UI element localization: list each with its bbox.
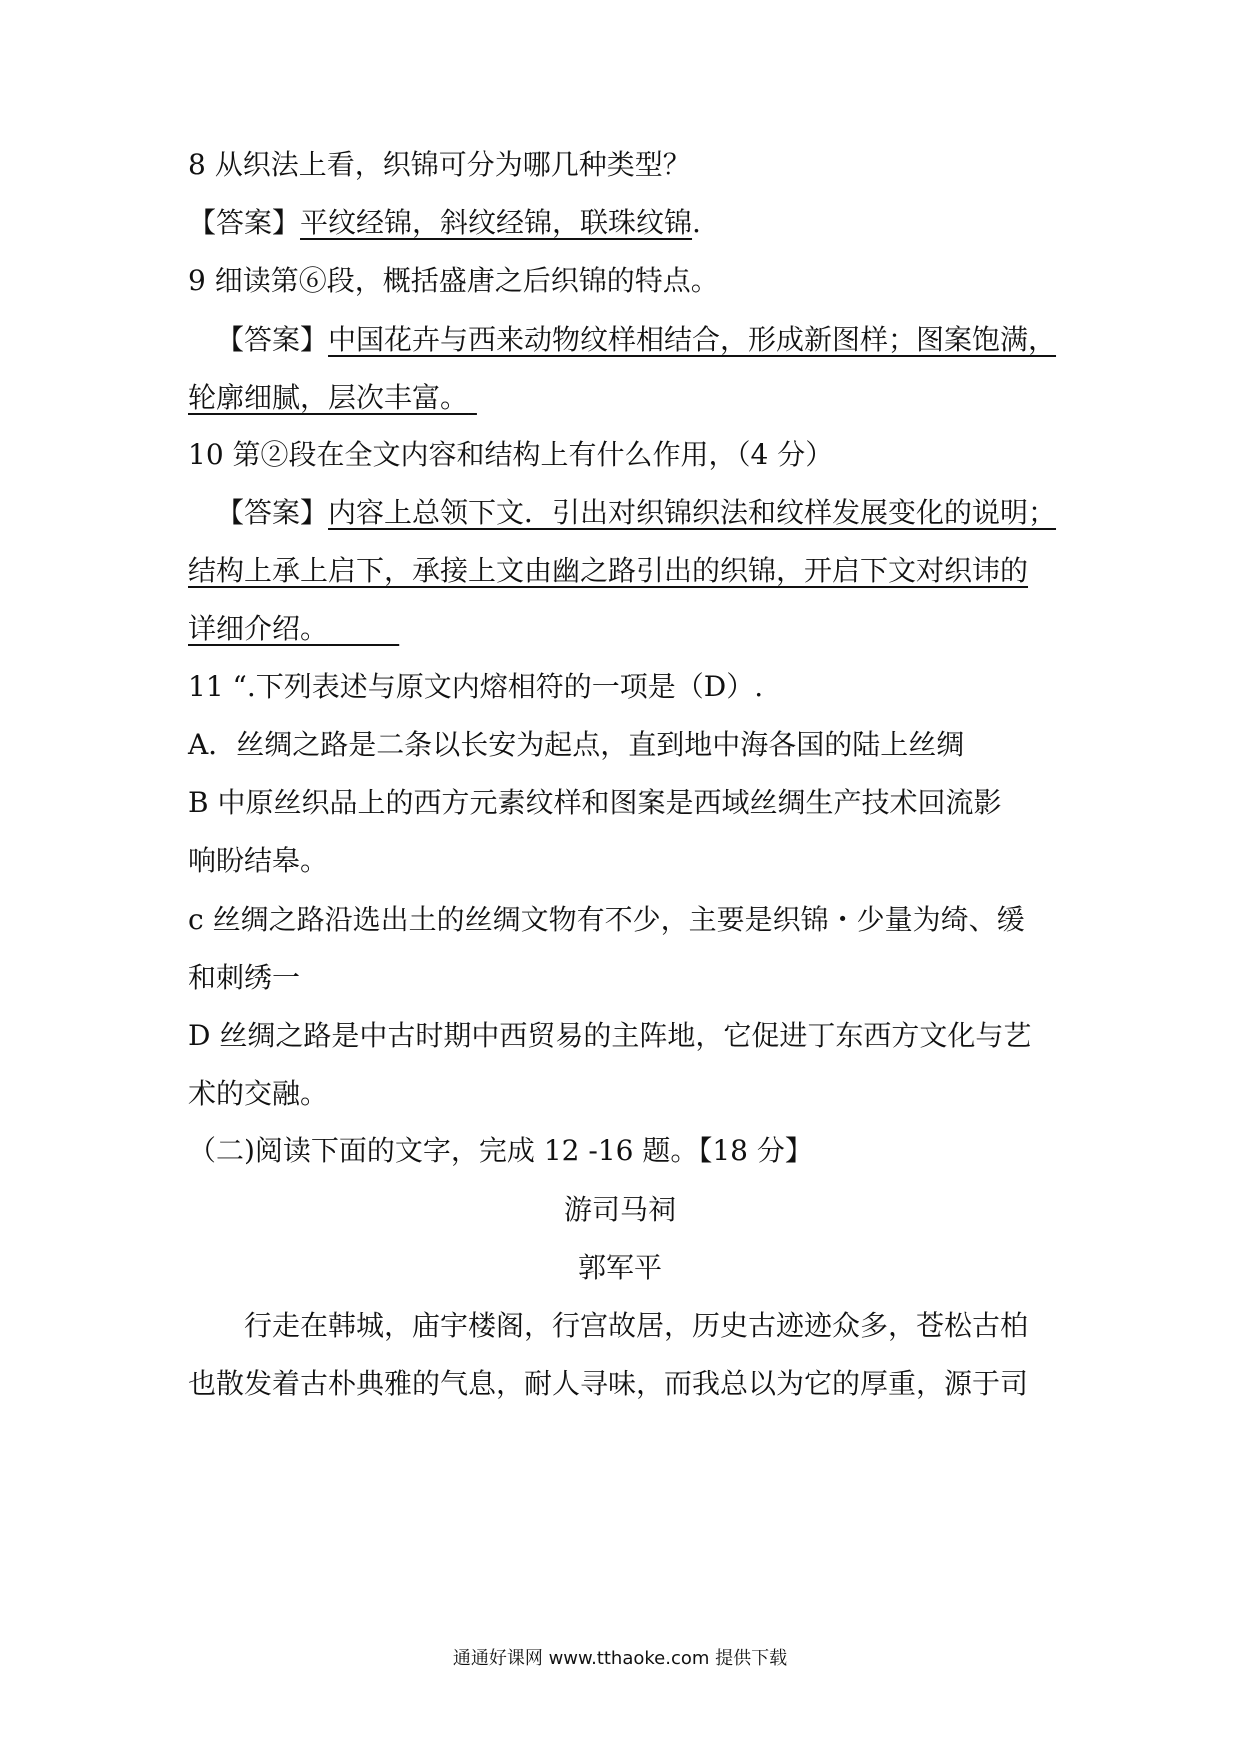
article-paragraph-line1: 行走在韩城，庙宇楼阁，行宫故居，历史古迹迹众多，苍松古柏: [244, 1309, 1029, 1342]
q11-option-b-line1: B 中原丝织品上的西方元素纹样和图案是西域丝绸生产技术回流影: [188, 786, 1002, 819]
section-heading: （二)阅读下面的文字，完成 12 -16 题。【18 分】: [188, 1134, 813, 1167]
answer-trailing-blank: [328, 612, 399, 645]
q11-question: 11 “.下列表述与原文内熔相符的一项是（D）.: [188, 670, 764, 703]
q8-answer: [188, 203, 1058, 243]
article-paragraph-line2: 也散发着古朴典雅的气息，耐人寻味，而我总以为它的厚重，源于司: [188, 1367, 1029, 1400]
q8-question: 8 从织法上看，织锦可分为哪几种类型？: [188, 148, 691, 181]
article-author: 郭军平: [577, 1251, 662, 1284]
q9-answer-line2: [188, 378, 1058, 418]
article-title: 游司马祠: [563, 1193, 676, 1226]
q9-question: 9 细读第⑥段，概括盛唐之后织锦的特点。: [188, 264, 719, 297]
page-footer: 通通好课网 www.tthaoke.com 提供下载: [452, 1648, 788, 1669]
answer-label: 【答案】: [216, 496, 329, 529]
answer-label: 【答案】: [188, 206, 301, 239]
q11-option-d-line1: D 丝绸之路是中古时期中西贸易的主阵地，它促进丁东西方文化与艺: [188, 1019, 1032, 1052]
q10-answer-line2: [188, 551, 1058, 591]
answer-text: 结构上承上启下，承接上文由幽之路引出的织锦，开启下文对织讳的: [188, 554, 1029, 587]
q11-option-d-line2: 术的交融。: [188, 1077, 329, 1110]
answer-end: .: [692, 206, 701, 239]
q11-option-a: A．丝绸之路是二条以长安为起点，直到地中海各国的陆上丝绸: [188, 728, 965, 761]
q11-option-c-line2: 和刺绣一: [188, 961, 301, 994]
answer-label: 【答案】: [216, 323, 329, 356]
q10-answer-line1: [216, 493, 1086, 533]
q11-option-b-line2: 响盼结皋。: [188, 844, 329, 877]
answer-text: 中国花卉与西来动物纹样相结合，形成新图样；图案饱满，: [328, 323, 1057, 356]
q10-answer-line3: [188, 609, 1058, 649]
answer-text: 详细介绍。: [188, 612, 329, 645]
q10-question: 10 第②段在全文内容和结构上有什么作用，（4 分）: [188, 438, 834, 471]
answer-trailing-blank: [468, 381, 477, 414]
answer-text: 轮廓细腻，层次丰富。: [188, 381, 469, 414]
q11-option-c-line1: c 丝绸之路沿选出土的丝绸文物有不少，主要是织锦・少量为绮、缓: [188, 903, 1025, 936]
q9-answer-line1: [216, 320, 1086, 360]
answer-text: 内容上总领下文．引出对织锦织法和纹样发展变化的说明；: [328, 496, 1057, 529]
answer-text: 平纹经锦，斜纹经锦，联珠纹锦: [300, 206, 693, 239]
